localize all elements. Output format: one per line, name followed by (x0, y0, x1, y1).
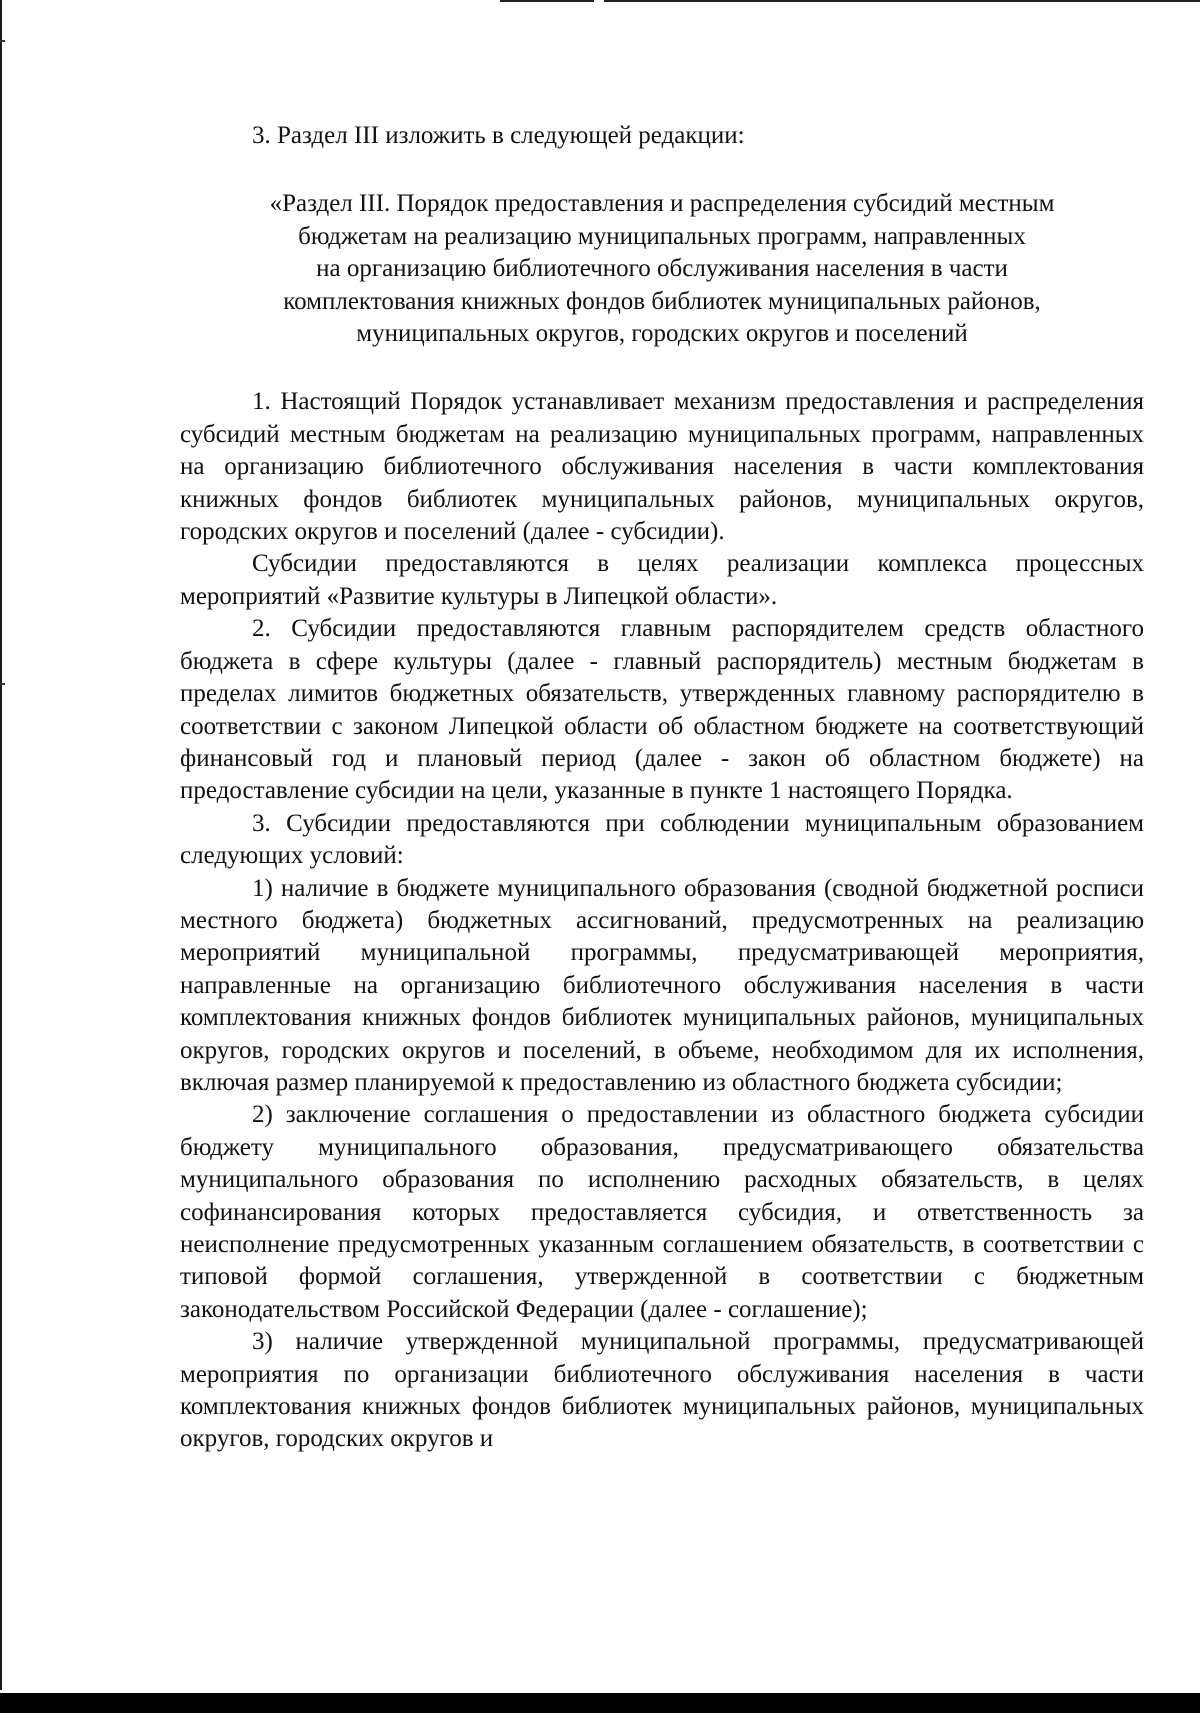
section-title-line: муниципальных округов, городских округов и поселений (356, 320, 968, 348)
condition-3: 3) наличие утвержденной муниципальной программы, предусматривающей мероприятия по организации библиотечного обслуживания населения в части комплектования книжных фондов библиотек муниципальных районов, муниципальных округов, городских округов и (180, 1328, 1144, 1453)
paragraph-purpose: Субсидии предоставляются в целях реализации комплекса процессных мероприятий «Развитие культуры в Липецкой области». (180, 550, 1144, 610)
paragraph-1: 1. Настоящий Порядок устанавливает механизм предоставления и распределения субсидий местным бюджетам на реализацию муниципальных программ, направленных на организацию библиотечного обслуживания населения в части комплектования книжных фондов библиотек муниципальных районов, муниципальных округов, городских округов и поселений (далее - субсидии). (180, 388, 1144, 546)
amendment-intro: 3. Раздел III изложить в следующей редакции: (252, 122, 745, 149)
paragraph-2: 2. Субсидии предоставляются главным распорядителем средств областного бюджета в сфере культуры (далее - главный распорядитель) местным бюджетам в пределах лимитов бюджетных обязательств, утвержденных главному распорядителю в соответствии с законом Липецкой области об областном бюджете на соответствующий финансовый год и плановый период (далее - закон об областном бюджете) на предоставление субсидии на цели, указанные в пункте 1 настоящего Порядка. (180, 615, 1144, 805)
scan-left-edge (0, 0, 2, 1690)
scan-margin-tick (0, 40, 5, 42)
section-title-line: бюджетам на реализацию муниципальных программ, направленных (298, 222, 1026, 250)
scan-top-lines (500, 0, 1200, 2)
condition-1: 1) наличие в бюджете муниципального образования (сводной бюджетной росписи местного бюджета) бюджетных ассигнований, предусмотренных на реализацию мероприятий муниципальной программы, предусматривающей мероприятия, направленные на организацию библиотечного обслуживания населения в части комплектования книжных фондов библиотек муниципальных районов, муниципальных округов, городских округов и поселений, в объеме, необходимом для их исполнения, включая размер планируемой к предоставлению из областного бюджета субсидии; (180, 874, 1144, 1096)
scan-bottom-band (0, 1693, 1200, 1713)
scan-margin-tick (0, 683, 5, 685)
document-body (180, 386, 1144, 1455)
section-title (180, 188, 1144, 350)
condition-2: 2) заключение соглашения о предоставлении из областного бюджета субсидии бюджету муниципального образования, предусматривающего обязательства муниципального образования по исполнению расходных обязательств, в целях софинансирования которых предоставляется субсидия, и ответственность за неисполнение предусмотренных указанным соглашением обязательств, в соответствии с типовой формой соглашения, утвержденной в соответствии с бюджетным законодательством Российской Федерации (далее - соглашение); (180, 1101, 1144, 1323)
paragraph-3: 3. Субсидии предоставляются при соблюдении муниципальным образованием следующих условий: (180, 809, 1144, 870)
section-title-line: на организацию библиотечного обслуживания населения в части (316, 255, 1008, 283)
section-title-line: комплектования книжных фондов библиотек муниципальных районов, (283, 287, 1041, 315)
section-title-line: «Раздел III. Порядок предоставления и распределения субсидий местным (269, 190, 1055, 218)
document-page (180, 120, 1144, 1456)
